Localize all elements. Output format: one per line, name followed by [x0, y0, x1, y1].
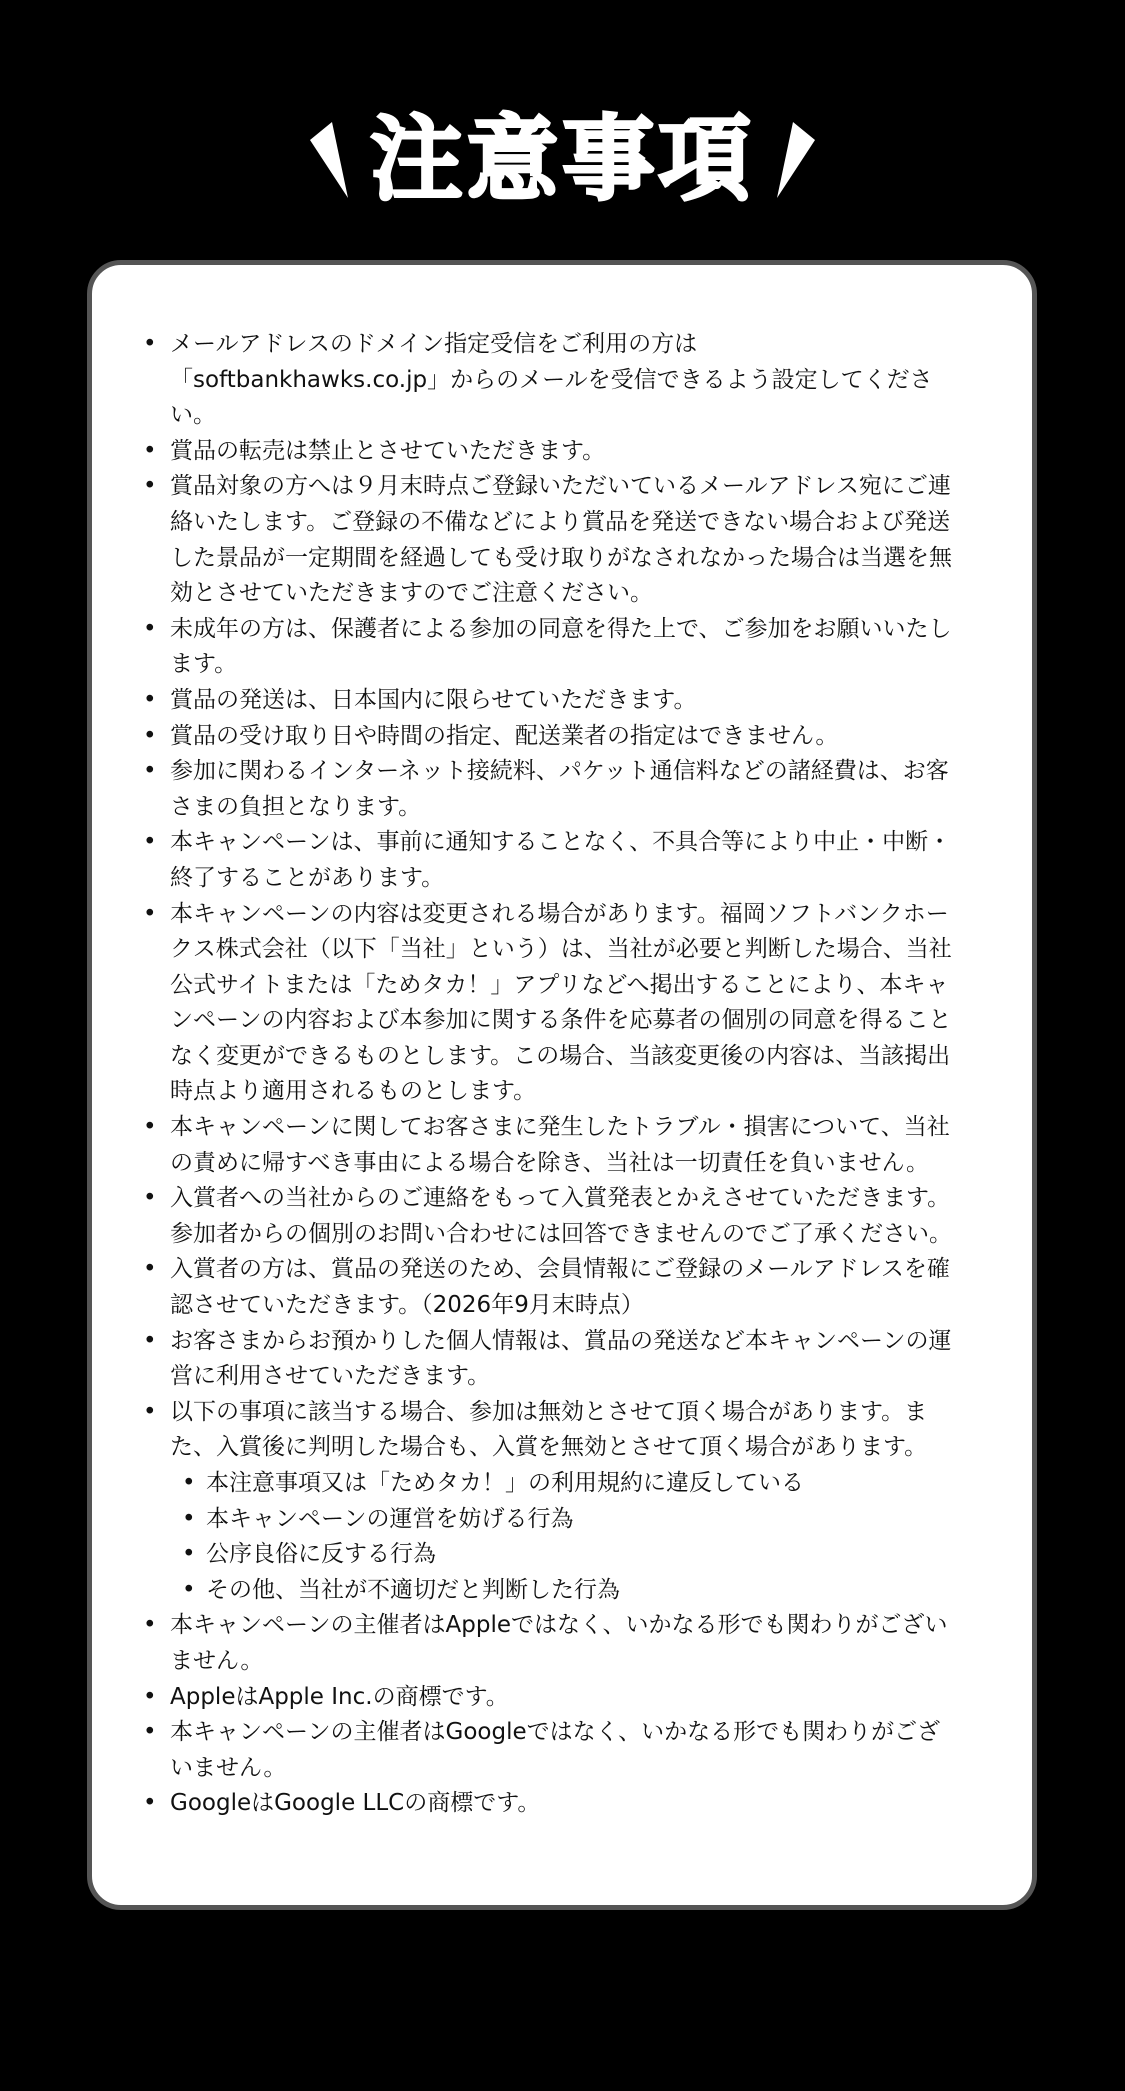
note-item: • お客さまからお預かりした個人情報は、賞品の発送など本キャンペーンの運営に利用させていただきます。 — [142, 1324, 962, 1395]
sub-note-item: • 公序良俗に反する行為 — [170, 1537, 962, 1573]
note-item: • 本キャンペーンに関してお客さまに発生したトラブル・損害について、当社の責めに帰すべき事由による場合を除き、当社は一切責任を負いません。 — [142, 1110, 962, 1181]
note-item: • 本キャンペーンの内容は変更される場合があります。福岡ソフトバンクホークス株式会社（以下「当社」という）は、当社が必要と判断した場合、当社公式サイトまたは「ためタカ！」アプリなどへ掲出することにより、本キャンペーンの内容および本参加に関する条件を応募者の個別の同意を得ることなく変更ができるものとします。この場合、当該変更後の内容は、当該掲出時点より適用されるものとします。 — [142, 897, 962, 1111]
note-item-with-sublist — [142, 1395, 962, 1609]
notes-card — [87, 260, 1037, 1910]
note-item: • 入賞者への当社からのご連絡をもって入賞発表とかえさせていただきます。参加者からの個別のお問い合わせには回答できませんのでご了承ください。 — [142, 1181, 962, 1252]
note-item: • 賞品の受け取り日や時間の指定、配送業者の指定はできません。 — [142, 719, 962, 755]
slash-left-icon — [310, 122, 348, 198]
note-item: • 賞品の発送は、日本国内に限らせていただきます。 — [142, 683, 962, 719]
notes-list — [142, 327, 962, 1822]
page-header — [0, 106, 1125, 213]
note-item: • 本キャンペーンの主催者はGoogleではなく、いかなる形でも関わりがございません。 — [142, 1715, 962, 1786]
note-item: • AppleはApple Inc.の商標です。 — [142, 1680, 962, 1716]
note-item: • 賞品対象の方へは９月末時点ご登録いただいているメールアドレス宛にご連絡いたします。ご登録の不備などにより賞品を発送できない場合および発送した景品が一定期間を経過しても受け取りがなされなかった場合は当選を無効とさせていただきますのでご注意ください。 — [142, 469, 962, 611]
slash-right-icon — [777, 122, 815, 198]
sub-note-item: • その他、当社が不適切だと判断した行為 — [170, 1573, 962, 1609]
note-item: • 本キャンペーンは、事前に通知することなく、不具合等により中止・中断・終了することがあります。 — [142, 825, 962, 896]
sub-note-item: • 本キャンペーンの運営を妨げる行為 — [170, 1502, 962, 1538]
sub-note-item: • 本注意事項又は「ためタカ！」の利用規約に違反している — [170, 1466, 962, 1502]
note-item: • 参加に関わるインターネット接続料、パケット通信料などの諸経費は、お客さまの負担となります。 — [142, 754, 962, 825]
note-item: • 未成年の方は、保護者による参加の同意を得た上で、ご参加をお願いいたします。 — [142, 612, 962, 683]
note-item: • GoogleはGoogle LLCの商標です。 — [142, 1786, 962, 1822]
page-title: 注意事項 — [370, 106, 755, 213]
note-item: • メールアドレスのドメイン指定受信をご利用の方は「softbankhawks.co.jp」からのメールを受信できるよう設定してください。 — [142, 327, 962, 434]
note-item: • 本キャンペーンの主催者はAppleではなく、いかなる形でも関わりがございません。 — [142, 1608, 962, 1679]
note-item-text: 以下の事項に該当する場合、参加は無効とさせて頂く場合があります。また、入賞後に判明した場合も、入賞を無効とさせて頂く場合があります。 — [170, 1398, 928, 1461]
invalid-conditions-list — [170, 1466, 962, 1608]
note-item: • 入賞者の方は、賞品の発送のため、会員情報にご登録のメールアドレスを確認させていただきます。（2026年9月末時点） — [142, 1252, 962, 1323]
note-item: • 賞品の転売は禁止とさせていただきます。 — [142, 434, 962, 470]
